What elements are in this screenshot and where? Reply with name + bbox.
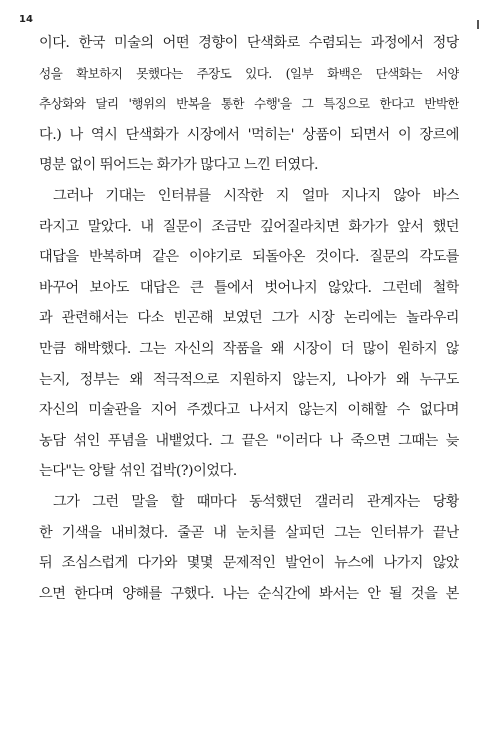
text-line: 라지고 말았다. 내 질문이 조금만 깊어질라치면 화가가 앞서 했던 [39, 218, 459, 235]
text-line: 과 관련해서는 다소 빈곤해 보였던 그가 시장 논리에는 놀라우리 [39, 310, 459, 327]
text-line: 만큼 해박했다. 그는 자신의 작품을 왜 시장이 더 많이 원하지 않 [39, 340, 459, 357]
text-line: 는다"는 앙탈 섞인 겁박(?)이었다. [39, 463, 237, 480]
text-line: 으면 한다며 양해를 구했다. 나는 순식간에 봐서는 안 될 것을 본 [39, 585, 459, 602]
text-line: 자신의 미술관을 지어 주겠다고 나서지 않는지 이해할 수 없다며 [39, 402, 459, 419]
text-line: 이다. 한국 미술의 어떤 경향이 단색화로 수렴되는 과정에서 정당 [39, 35, 459, 51]
page-edge-mark [477, 20, 479, 29]
text-line: 명분 없이 뛰어드는 화가가 많다고 느낀 터였다. [39, 157, 318, 174]
text-line: 그가 그런 말을 할 때마다 동석했던 갤러리 관계자는 당황 [53, 493, 459, 510]
text-line: 는지, 정부는 왜 적극적으로 지원하지 않는지, 나아가 왜 누구도 [39, 371, 459, 388]
text-line: 추상화와 달리 '행위의 반복을 통한 수행'을 그 특징으로 한다고 반박한 [39, 96, 459, 112]
text-line: 바꾸어 보아도 대답은 큰 틀에서 벗어나지 않았다. 그런데 철학 [39, 279, 459, 296]
text-line: 한 기색을 내비쳤다. 줄곧 내 눈치를 살피던 그는 인터뷰가 끝난 [39, 524, 459, 541]
text-line: 다.) 나 역시 단색화가 시장에서 '먹히는' 상품이 되면서 이 장르에 [39, 126, 459, 143]
text-line: 그러나 기대는 인터뷰를 시작한 지 얼마 지나지 않아 바스 [53, 187, 459, 204]
body-text [39, 28, 459, 609]
text-line: 성을 확보하지 못했다는 주장도 있다. (일부 화백은 단색화는 서양 [39, 65, 459, 81]
text-line: 대답을 반복하며 같은 이야기로 되돌아온 것이다. 질문의 각도를 [39, 249, 459, 266]
text-line: 뒤 조심스럽게 다가와 몇몇 문제적인 발언이 뉴스에 나가지 않았 [39, 555, 459, 572]
text-line: 농담 섞인 푸념을 내뱉었다. 그 끝은 "이러다 나 죽으면 그때는 늦 [39, 432, 459, 449]
page-number: 14 [19, 14, 33, 25]
